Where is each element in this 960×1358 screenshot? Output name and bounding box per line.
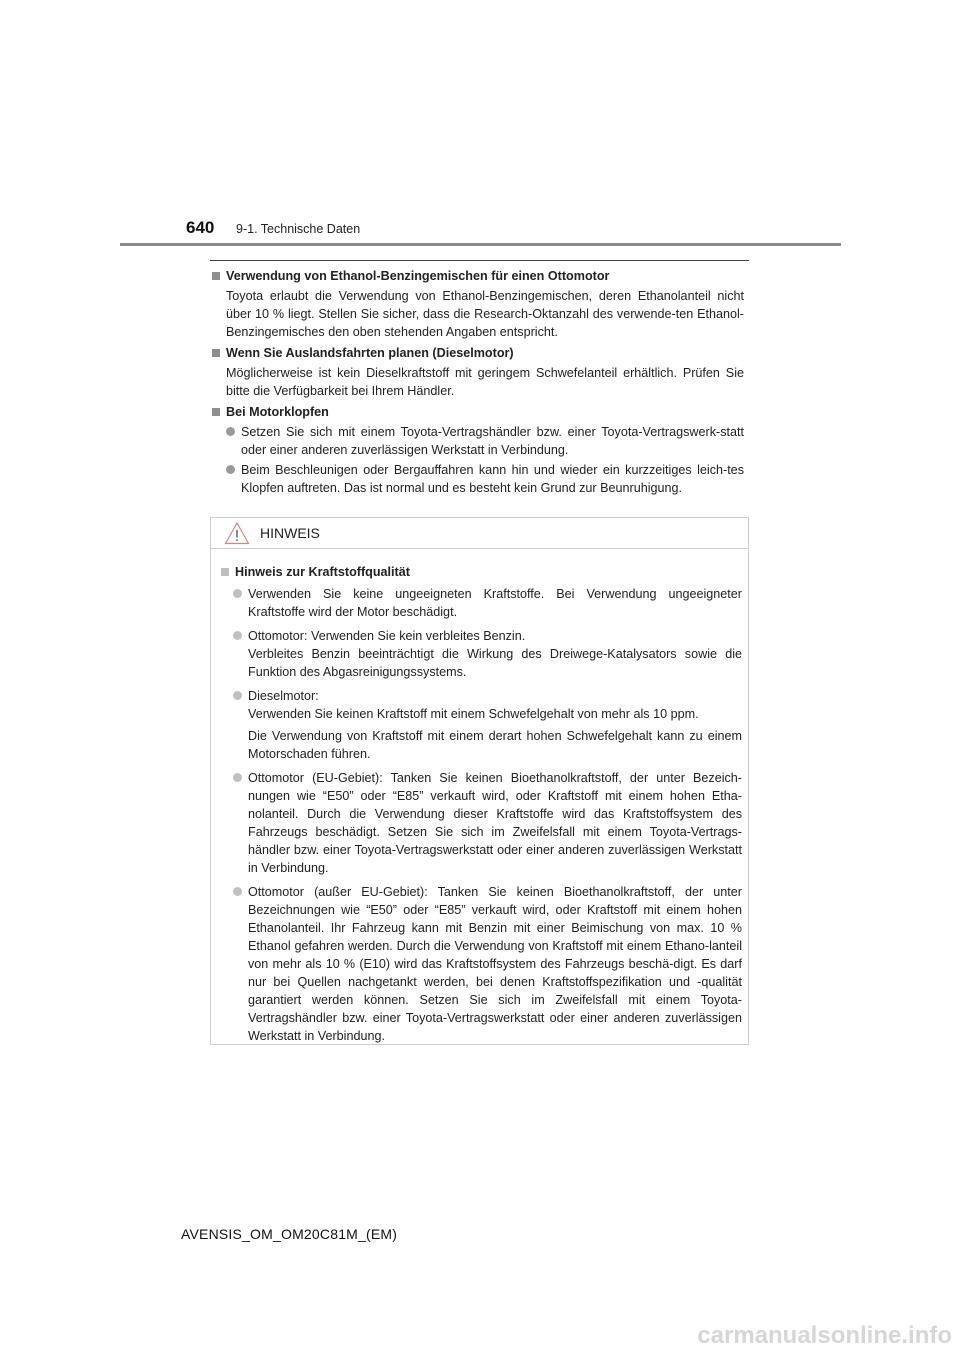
page-number: 640 <box>186 218 215 237</box>
section-paragraph: Möglicherweise ist kein Dieselkraftstoff mit geringem Schwefelanteil erhältlich. Prüfen Sie bitte die Verfügbarkeit bei Ihrem Händler. <box>226 366 744 398</box>
notice-title: HINWEIS <box>260 525 320 541</box>
round-bullet-icon <box>233 589 242 598</box>
section-paragraph: Toyota erlaubt die Verwendung von Ethanol-Benzingemischen, deren Ethanolanteil nicht über 10 % liegt. Stellen Sie sicher, dass die Research-Oktanzahl des verwende-ten Ethanol-Benzingemisches den oben stehenden Angaben entspricht. <box>226 289 744 339</box>
notice-header <box>211 518 748 549</box>
round-bullet-icon <box>226 465 235 474</box>
section-abroad <box>210 344 750 400</box>
section-heading: Wenn Sie Auslandsfahrten planen (Dieselmotor) <box>226 346 514 360</box>
round-bullet-icon <box>233 631 242 640</box>
list-item: Setzen Sie sich mit einem Toyota-Vertragshändler bzw. einer Toyota-Vertragswerk-statt oder einer anderen zuverlässigen Werkstatt in Verbindung. <box>226 423 744 459</box>
content-rule <box>210 260 749 261</box>
round-bullet-icon <box>233 691 242 700</box>
notice-body <box>211 549 748 1045</box>
header-rule <box>120 243 841 246</box>
list-item: Beim Beschleunigen oder Bergauffahren kann hin und wieder ein kurzzeitiges leich-tes Klopfen auftreten. Das ist normal und es besteht kein Grund zur Beunruhigung. <box>226 461 744 497</box>
round-bullet-icon <box>226 427 235 436</box>
section-heading: Verwendung von Ethanol-Benzingemischen für einen Ottomotor <box>226 269 610 283</box>
list-item: Dieselmotor: Verwenden Sie keinen Kraftstoff mit einem Schwefelgehalt von mehr als 10 ppm. Die Verwendung von Kraftstoff mit einem derart hohen Schwefelgehalt kann zu einem Motorschaden führen. <box>233 687 742 763</box>
section-knocking <box>210 403 750 497</box>
notice-heading: Hinweis zur Kraftstoffqualität <box>235 565 410 579</box>
warning-triangle-icon <box>224 521 250 545</box>
list-item: Verwenden Sie keine ungeeigneten Kraftstoffe. Bei Verwendung ungeeigneter Kraftstoffe wird der Motor beschädigt. <box>233 585 742 621</box>
square-bullet-icon <box>221 568 229 576</box>
square-bullet-icon <box>212 272 220 280</box>
list-item: Ottomotor (EU-Gebiet): Tanken Sie keinen Bioethanolkraftstoff, der unter Bezeich-nungen wie “E50” oder “E85” verkauft wird, oder Kraftstoff mit einem hohen Etha-nolanteil. Durch die Verwendung dieser Kraftstoffe wird das Kraftstoffsystem des Fahrzeugs beschädigt. Setzen Sie sich im Zweifelsfall mit einem Toyota-Vertrags-händler bzw. einer Toyota-Vertragswerkstatt oder einer anderen zuverlässigen Werkstatt in Verbindung. <box>233 769 742 877</box>
section-ethanol <box>210 267 750 341</box>
document-code: AVENSIS_OM_OM20C81M_(EM) <box>181 1226 398 1242</box>
section-heading: Bei Motorklopfen <box>226 405 329 419</box>
round-bullet-icon <box>233 887 242 896</box>
main-content <box>210 267 750 500</box>
square-bullet-icon <box>212 349 220 357</box>
notice-box <box>210 517 749 1045</box>
list-item: Ottomotor (außer EU-Gebiet): Tanken Sie keinen Bioethanolkraftstoff, der unter Bezeichnungen wie “E50” oder “E85” verkauft wird, oder Kraftstoff mit einem hohen Ethanolanteil. Ihr Fahrzeug kann mit Benzin mit einer Beimischung von max. 10 % Ethanol gefahren werden. Durch die Verwendung von Kraftstoff mit einem Ethano-lanteil von mehr als 10 % (E10) wird das Kraftstoffsystem des Fahrzeugs beschä-digt. Es darf nur bei Quellen nachgetankt werden, bei denen Kraftstoffspezifikation und -qualität garantiert werden können. Setzen Sie sich im Zweifelsfall mit einem Toyota-Vertragshändler bzw. einer Toyota-Vertragswerkstatt oder einer anderen zuverlässigen Werkstatt in Verbindung. <box>233 883 742 1045</box>
watermark: carmanualsonline.info <box>697 1322 952 1349</box>
square-bullet-icon <box>212 408 220 416</box>
section-title: 9-1. Technische Daten <box>236 222 361 236</box>
round-bullet-icon <box>233 773 242 782</box>
list-item: Ottomotor: Verwenden Sie kein verbleites Benzin. Verbleites Benzin beeinträchtigt die Wirkung des Dreiwege-Katalysators sowie die Funktion des Abgasreinigungssystems. <box>233 627 742 681</box>
